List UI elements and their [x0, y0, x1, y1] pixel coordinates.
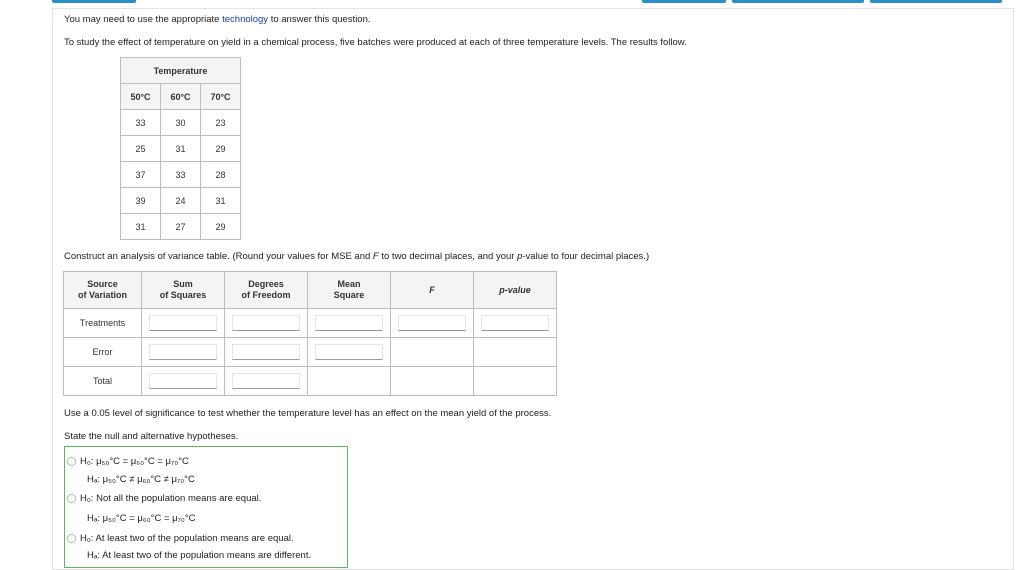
- row-label-error: Error: [64, 338, 142, 367]
- header-f-label: F: [429, 284, 435, 295]
- treatments-ms-input[interactable]: [315, 315, 383, 331]
- table-cell: 33: [161, 162, 201, 188]
- empty-cell: [308, 367, 391, 396]
- table-cell: 33: [121, 110, 161, 136]
- top-toolbar: [0, 0, 1024, 8]
- table-cell: 28: [201, 162, 241, 188]
- toolbar-button-2[interactable]: [642, 0, 726, 3]
- header-df-l1: Degrees: [248, 279, 284, 289]
- option-3-radio[interactable]: [67, 534, 76, 543]
- treatments-df-input[interactable]: [232, 315, 300, 331]
- f-input[interactable]: [398, 315, 466, 331]
- row-label-total: Total: [64, 367, 142, 396]
- empty-cell: [474, 338, 557, 367]
- significance-text: Use a 0.05 level of significance to test whether the temperature level has an effect on the mean yield of the process.: [64, 408, 552, 419]
- header-ss: [142, 272, 225, 309]
- problem-statement: To study the effect of temperature on yield in a chemical process, five batches were produced at each of three temperature levels. The results follow.: [64, 37, 687, 48]
- table-cell: 25: [121, 136, 161, 162]
- temp-col-60: 60°C: [161, 84, 201, 110]
- table-cell: 39: [121, 188, 161, 214]
- toolbar-button-4[interactable]: [870, 0, 1002, 3]
- option-1-radio[interactable]: [67, 457, 76, 466]
- total-df-input[interactable]: [232, 373, 300, 389]
- instruction-f: F: [372, 251, 379, 262]
- option-2-radio[interactable]: [67, 494, 76, 503]
- instruction-text-3: -value to four decimal places.): [522, 251, 650, 262]
- anova-row-treatments: [64, 309, 557, 338]
- option-1-h0[interactable]: H₀: μ₅₀°C = μ₆₀°C = μ₇₀°C: [80, 456, 189, 467]
- header-source-l1: Source: [87, 279, 118, 289]
- option-1-ha: Hₐ: μ₅₀°C ≠ μ₆₀°C ≠ μ₇₀°C: [87, 474, 195, 485]
- anova-row-error: [64, 338, 557, 367]
- header-p-label: p-value: [499, 284, 531, 295]
- note-text-end: to answer this question.: [268, 14, 371, 25]
- header-ms: [308, 272, 391, 309]
- error-ss-input[interactable]: [149, 344, 217, 360]
- option-3-ha: Hₐ: At least two of the population means are different.: [87, 550, 312, 561]
- error-ms-input[interactable]: [315, 344, 383, 360]
- table-cell: 23: [201, 110, 241, 136]
- treatments-ss-input[interactable]: [149, 315, 217, 331]
- empty-cell: [474, 367, 557, 396]
- table-cell: 27: [161, 214, 201, 240]
- technology-link[interactable]: technology: [222, 14, 269, 25]
- table-cell: 37: [121, 162, 161, 188]
- table-row: [121, 162, 241, 188]
- toolbar-button-3[interactable]: [732, 0, 864, 3]
- toolbar-button-1[interactable]: [52, 0, 136, 3]
- hypotheses-prompt: State the null and alternative hypotheses.: [64, 431, 239, 442]
- header-ms-l2: Square: [333, 290, 365, 300]
- option-2-h0[interactable]: H₀: Not all the population means are equal.: [80, 493, 262, 504]
- header-ss-l2: of Squares: [159, 290, 207, 300]
- empty-cell: [391, 367, 474, 396]
- header-ss-l1: Sum: [173, 279, 193, 289]
- table-cell: 30: [161, 110, 201, 136]
- total-ss-input[interactable]: [149, 373, 217, 389]
- temperature-header: Temperature: [121, 58, 241, 84]
- error-df-input[interactable]: [232, 344, 300, 360]
- table-row: [121, 188, 241, 214]
- instruction-text: Construct an analysis of variance table. (Round your values for MSE and: [64, 251, 373, 262]
- header-p: [474, 272, 557, 309]
- technology-note: [64, 14, 371, 25]
- anova-table: [63, 271, 557, 396]
- p-value-input[interactable]: [481, 315, 549, 331]
- anova-row-total: [64, 367, 557, 396]
- table-cell: 24: [161, 188, 201, 214]
- option-3-h0[interactable]: H₀: At least two of the population means are equal.: [80, 533, 294, 544]
- table-cell: 31: [161, 136, 201, 162]
- table-cell: 29: [201, 136, 241, 162]
- anova-instruction: [64, 251, 649, 262]
- note-text: You may need to use the appropriate: [64, 14, 223, 25]
- header-source: [64, 272, 142, 309]
- table-row: [121, 110, 241, 136]
- header-df: [225, 272, 308, 309]
- table-row: [121, 136, 241, 162]
- table-cell: 31: [201, 188, 241, 214]
- instruction-text-2: to two decimal places, and your: [378, 251, 518, 262]
- temp-col-70: 70°C: [201, 84, 241, 110]
- table-cell: 29: [201, 214, 241, 240]
- option-2-ha: Hₐ: μ₅₀°C = μ₆₀°C = μ₇₀°C: [87, 513, 196, 524]
- row-label-treatments: Treatments: [64, 309, 142, 338]
- header-df-l2: of Freedom: [241, 290, 291, 300]
- header-f: [391, 272, 474, 309]
- temperature-table: [120, 57, 241, 240]
- table-row: [121, 214, 241, 240]
- header-source-l2: of Variation: [77, 290, 127, 300]
- instruction-p: p: [517, 251, 523, 262]
- temp-col-50: 50°C: [121, 84, 161, 110]
- empty-cell: [391, 338, 474, 367]
- header-ms-l1: Mean: [337, 279, 361, 289]
- table-cell: 31: [121, 214, 161, 240]
